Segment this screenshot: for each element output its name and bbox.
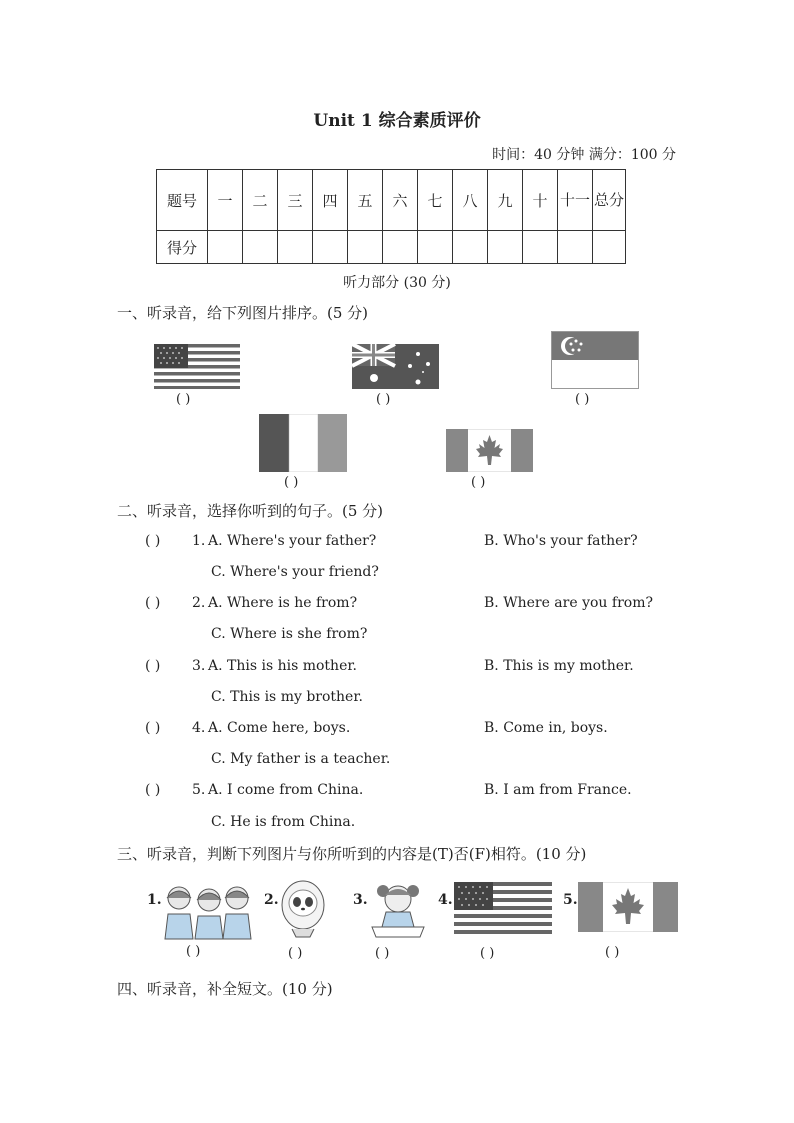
score-cell[interactable]	[593, 231, 626, 264]
listening-heading: 听力部分 (30 分)	[343, 275, 451, 291]
section3-title: 三、听录音，判断下列图片与你所听到的内容是(T)否(F)相符。(10 分)	[117, 845, 587, 863]
option-a: A. Where's your father?	[208, 533, 377, 549]
item-label: 2.	[264, 892, 279, 908]
score-table	[156, 169, 626, 264]
option-b: B. Come in, boys.	[484, 720, 608, 736]
col-11: 十一	[558, 170, 593, 231]
answer-blank[interactable]: ( )	[605, 945, 620, 960]
section1-title: 一、听录音，给下列图片排序。(5 分)	[117, 304, 369, 322]
col-6: 六	[383, 170, 418, 231]
section2-title: 二、听录音，选择你听到的句子。(5 分)	[117, 502, 384, 520]
us-flag-icon	[154, 344, 240, 389]
col-1: 一	[208, 170, 243, 231]
question-number: 1.	[192, 533, 206, 549]
singapore-flag-icon	[551, 331, 639, 389]
score-cell[interactable]	[488, 231, 523, 264]
australia-flag-icon	[352, 344, 439, 389]
answer-blank[interactable]: ( )	[471, 475, 486, 490]
score-cell[interactable]	[558, 231, 593, 264]
score-cell[interactable]	[418, 231, 453, 264]
answer-blank[interactable]: ( )	[288, 946, 303, 961]
col-5: 五	[348, 170, 383, 231]
row-label-question: 题号	[157, 170, 208, 231]
answer-blank[interactable]: ( )	[186, 944, 201, 959]
question-number: 4.	[192, 720, 206, 736]
answer-blank[interactable]: ( )	[145, 533, 161, 549]
answer-blank[interactable]: ( )	[575, 392, 590, 407]
item-label: 1.	[147, 892, 162, 908]
score-cell[interactable]	[313, 231, 348, 264]
score-cell[interactable]	[278, 231, 313, 264]
canada-flag-icon	[446, 429, 533, 472]
answer-blank[interactable]: ( )	[145, 595, 161, 611]
score-cell[interactable]	[243, 231, 278, 264]
score-cell[interactable]	[348, 231, 383, 264]
us-flag-icon	[454, 882, 552, 934]
option-c: C. Where is she from?	[211, 626, 368, 642]
answer-blank[interactable]: ( )	[176, 392, 191, 407]
answer-blank[interactable]: ( )	[145, 658, 161, 674]
score-cell[interactable]	[383, 231, 418, 264]
option-a: A. This is his mother.	[208, 658, 357, 674]
page-title: Unit 1 综合素质评价	[313, 111, 481, 131]
exam-meta: 时间：40 分钟 满分：100 分	[492, 147, 676, 163]
option-b: B. This is my mother.	[484, 658, 634, 674]
score-cell[interactable]	[453, 231, 488, 264]
panda-mascot-icon	[280, 879, 326, 939]
item-label: 5.	[563, 892, 578, 908]
col-3: 三	[278, 170, 313, 231]
canada-flag-icon	[578, 882, 678, 932]
france-flag-icon	[259, 414, 347, 472]
option-c: C. This is my brother.	[211, 689, 363, 705]
row-label-score: 得分	[157, 231, 208, 264]
option-a: A. Where is he from?	[208, 595, 358, 611]
col-9: 九	[488, 170, 523, 231]
option-c: C. Where's your friend?	[211, 564, 379, 580]
answer-blank[interactable]: ( )	[375, 946, 390, 961]
score-cell[interactable]	[208, 231, 243, 264]
option-c: C. He is from China.	[211, 814, 356, 830]
col-8: 八	[453, 170, 488, 231]
option-a: A. I come from China.	[208, 782, 364, 798]
answer-blank[interactable]: ( )	[145, 720, 161, 736]
score-cell[interactable]	[523, 231, 558, 264]
col-10: 十	[523, 170, 558, 231]
option-b: B. Where are you from?	[484, 595, 653, 611]
children-icon	[163, 884, 255, 940]
girl-drawing-icon	[368, 881, 428, 939]
item-label: 3.	[353, 892, 368, 908]
answer-blank[interactable]: ( )	[480, 946, 495, 961]
col-7: 七	[418, 170, 453, 231]
option-c: C. My father is a teacher.	[211, 751, 391, 767]
col-4: 四	[313, 170, 348, 231]
question-number: 2.	[192, 595, 206, 611]
option-b: B. Who's your father?	[484, 533, 638, 549]
answer-blank[interactable]: ( )	[145, 782, 161, 798]
item-label: 4.	[438, 892, 453, 908]
answer-blank[interactable]: ( )	[284, 475, 299, 490]
col-total: 总分	[593, 170, 626, 231]
question-number: 5.	[192, 782, 206, 798]
col-2: 二	[243, 170, 278, 231]
question-number: 3.	[192, 658, 206, 674]
option-b: B. I am from France.	[484, 782, 632, 798]
answer-blank[interactable]: ( )	[376, 392, 391, 407]
section4-title: 四、听录音，补全短文。(10 分)	[117, 980, 333, 998]
option-a: A. Come here, boys.	[208, 720, 351, 736]
